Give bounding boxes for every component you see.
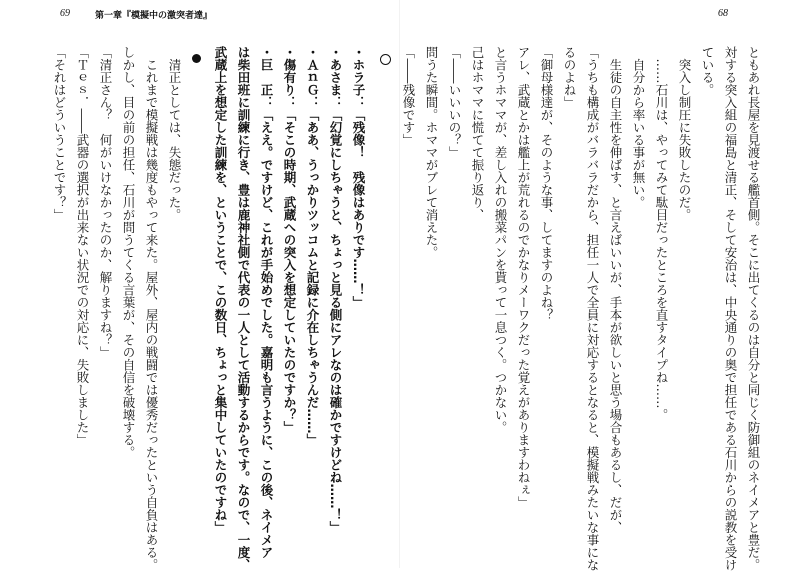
filled-circle-section-mark: [186, 46, 209, 526]
dialogue-line: ・あさま：「幻覚にしちゃうと、ちょっと見る側にアレなのは確かですけどね……！」: [328, 46, 343, 534]
text-line: ともあれ長屋を見渡せる艦首側。そこに出てくるのは自分と同じく防御組のネイメアと豊だ。: [746, 46, 761, 571]
right-page-number: 68: [718, 8, 728, 19]
text-line: 生徒の自主性を伸ばす、と言えばいいが、手本が欲しいと思う場合もあるし、だが、: [608, 46, 623, 534]
right-page-text: [401, 46, 765, 571]
text-line: 「――いいいの？」: [447, 46, 462, 159]
text-line: 突入し制圧に失敗したのだ。: [677, 46, 692, 221]
text-line: これまで模擬戦は幾度もやって来た。屋外、屋内の戦闘では優秀だったという自負はある。: [144, 46, 159, 571]
text-line: 清正としては、失態だった。: [167, 46, 182, 221]
left-page-text: [40, 46, 370, 571]
text-line: 対する突入組の福島と清正、そして安治は、中央通りの奥で担任である石川からの説教を受け: [723, 46, 738, 571]
text-line: 問うた瞬間。ホママがブレて消えた。: [424, 46, 439, 259]
text-line: しかし、目の前の担任、石川が問うてくる言葉が、その自信を破壊する。: [121, 46, 136, 459]
dialogue-line: ・巨 正：「ええ。ですけど、これが手始めでした。嘉明も言うように、この後、ネイメア: [259, 46, 274, 559]
text-line: 「うちも構成がバラバラだから、担任一人で全員に対応するとなると、模擬戦みたいな事にな: [585, 46, 600, 571]
text-line: 「清正さん？ 何がいけなかったのか、解りますね？」: [98, 46, 113, 359]
left-page-number: 69: [60, 8, 70, 19]
text-line: 「Ｔｅｓ．――武器の選択が出来ない状況での対応に、失敗しました」: [75, 46, 90, 446]
dialogue-line: ・ＡｎＧ：「ああ、うっかりツッコムと記録に介在しちゃうんだ……」: [305, 46, 320, 446]
text-line: と言うホママが、差し入れの搬菜パンを貰って一息つく。つかない。: [493, 46, 508, 434]
text-line: 自分から率いる事が無い。: [631, 46, 646, 209]
dialogue-line: ・ホラ子：「残像！ 残像はありです……！」: [351, 46, 366, 309]
text-line: ている。: [700, 46, 715, 96]
dialogue-line: ・傷有り：「そこの時期、武蔵への突入を想定していたのですか？」: [282, 46, 297, 434]
text-line: るのよね」: [562, 46, 577, 109]
text-line: 「――残像です」: [401, 46, 416, 146]
text-line: 「御母様達が、そのような事、してますのよね？: [539, 46, 554, 321]
text-line: 「それはどういうことです？」: [52, 46, 67, 221]
text-line: アレ、武蔵とかは艦上が荒れるのでかなりメーワクだった覚えがありますわねぇ」: [516, 46, 531, 509]
dialogue-line: 武蔵上を想定した訓練を、ということで、この数日、ちょっと集中していたのですね」: [213, 46, 228, 534]
dialogue-line: は柴田班に訓練に行き、豊は鹿神社側で代表の一人として活動するからです。なので、一度、: [236, 46, 251, 571]
chapter-title: 第一章『模擬中の激突者達』: [95, 11, 213, 21]
text-line: ……石川は、やってみて駄目だったところを直すタイプね……。: [654, 46, 669, 421]
open-circle-section-mark: [374, 46, 397, 526]
text-line: 己はホママに慌てて振り返り、: [470, 46, 485, 221]
